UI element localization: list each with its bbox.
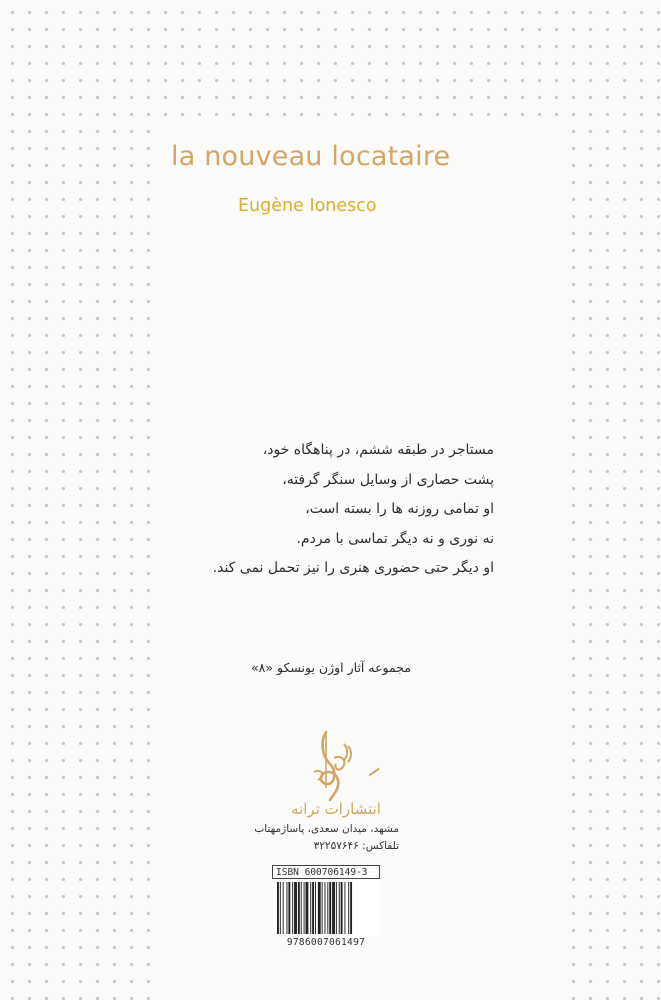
treble-clef-logo-icon bbox=[304, 728, 364, 802]
book-title: la nouveau locataire bbox=[171, 141, 451, 172]
barcode-bar bbox=[336, 882, 337, 934]
barcode-bar bbox=[315, 882, 316, 934]
blurb-line: او دیگر حتی حضوری هنری را نیز تحمل نمی کند. bbox=[212, 560, 494, 576]
barcode-bar bbox=[312, 882, 314, 934]
barcode-bar bbox=[344, 882, 345, 934]
barcode-bar bbox=[327, 882, 328, 934]
barcode-bar bbox=[301, 882, 302, 934]
blurb-line: او تمامی روزنه ها را بسته است، bbox=[305, 501, 494, 517]
blurb-text bbox=[154, 436, 494, 584]
publisher-phone: تلفاکس: ۳۲۲۵۷۶۴۶ bbox=[313, 840, 399, 852]
author-name: Eugène Ionesco bbox=[238, 196, 377, 216]
barcode-bar bbox=[280, 882, 281, 934]
publisher-address: مشهد، میدان سعدی، پاساژمهتاب bbox=[254, 823, 399, 835]
blurb-line: مستاجر در طبقه ششم، در پناهگاه خود، bbox=[262, 442, 494, 458]
barcode-bar bbox=[306, 882, 309, 934]
barcode-bar bbox=[332, 882, 335, 934]
series-label: مجموعه آثار اوژن یونسکو «۸» bbox=[251, 660, 411, 675]
barcode-bar bbox=[304, 882, 305, 934]
barcode-bar bbox=[288, 882, 290, 934]
barcode-bar bbox=[287, 882, 288, 934]
barcode-bar bbox=[329, 882, 331, 934]
barcode-bar bbox=[322, 882, 323, 934]
blurb-line: نه نوری و نه دیگر تماسی با مردم. bbox=[296, 530, 494, 547]
barcode-bar bbox=[350, 882, 352, 934]
barcode-bars bbox=[274, 882, 378, 934]
barcode-bar bbox=[292, 882, 293, 934]
barcode-bar bbox=[318, 882, 321, 934]
barcode-bar bbox=[348, 882, 349, 934]
barcode bbox=[272, 880, 380, 936]
barcode-bar bbox=[298, 882, 300, 934]
barcode-bar bbox=[341, 882, 343, 934]
barcode-bar bbox=[325, 882, 326, 934]
barcode-bar bbox=[283, 882, 284, 934]
barcode-bar bbox=[310, 882, 311, 934]
barcode-bar bbox=[277, 882, 279, 934]
barcode-bar bbox=[294, 882, 297, 934]
barcode-bar bbox=[339, 882, 340, 934]
publisher-name: انتشارات ترانه bbox=[291, 800, 381, 818]
isbn-label: ISBN 600706149-3 bbox=[272, 865, 380, 879]
blurb-line: پشت حصاری از وسایل سنگر گرفته، bbox=[282, 471, 494, 488]
barcode-digits: 9786007061497 bbox=[286, 937, 366, 948]
